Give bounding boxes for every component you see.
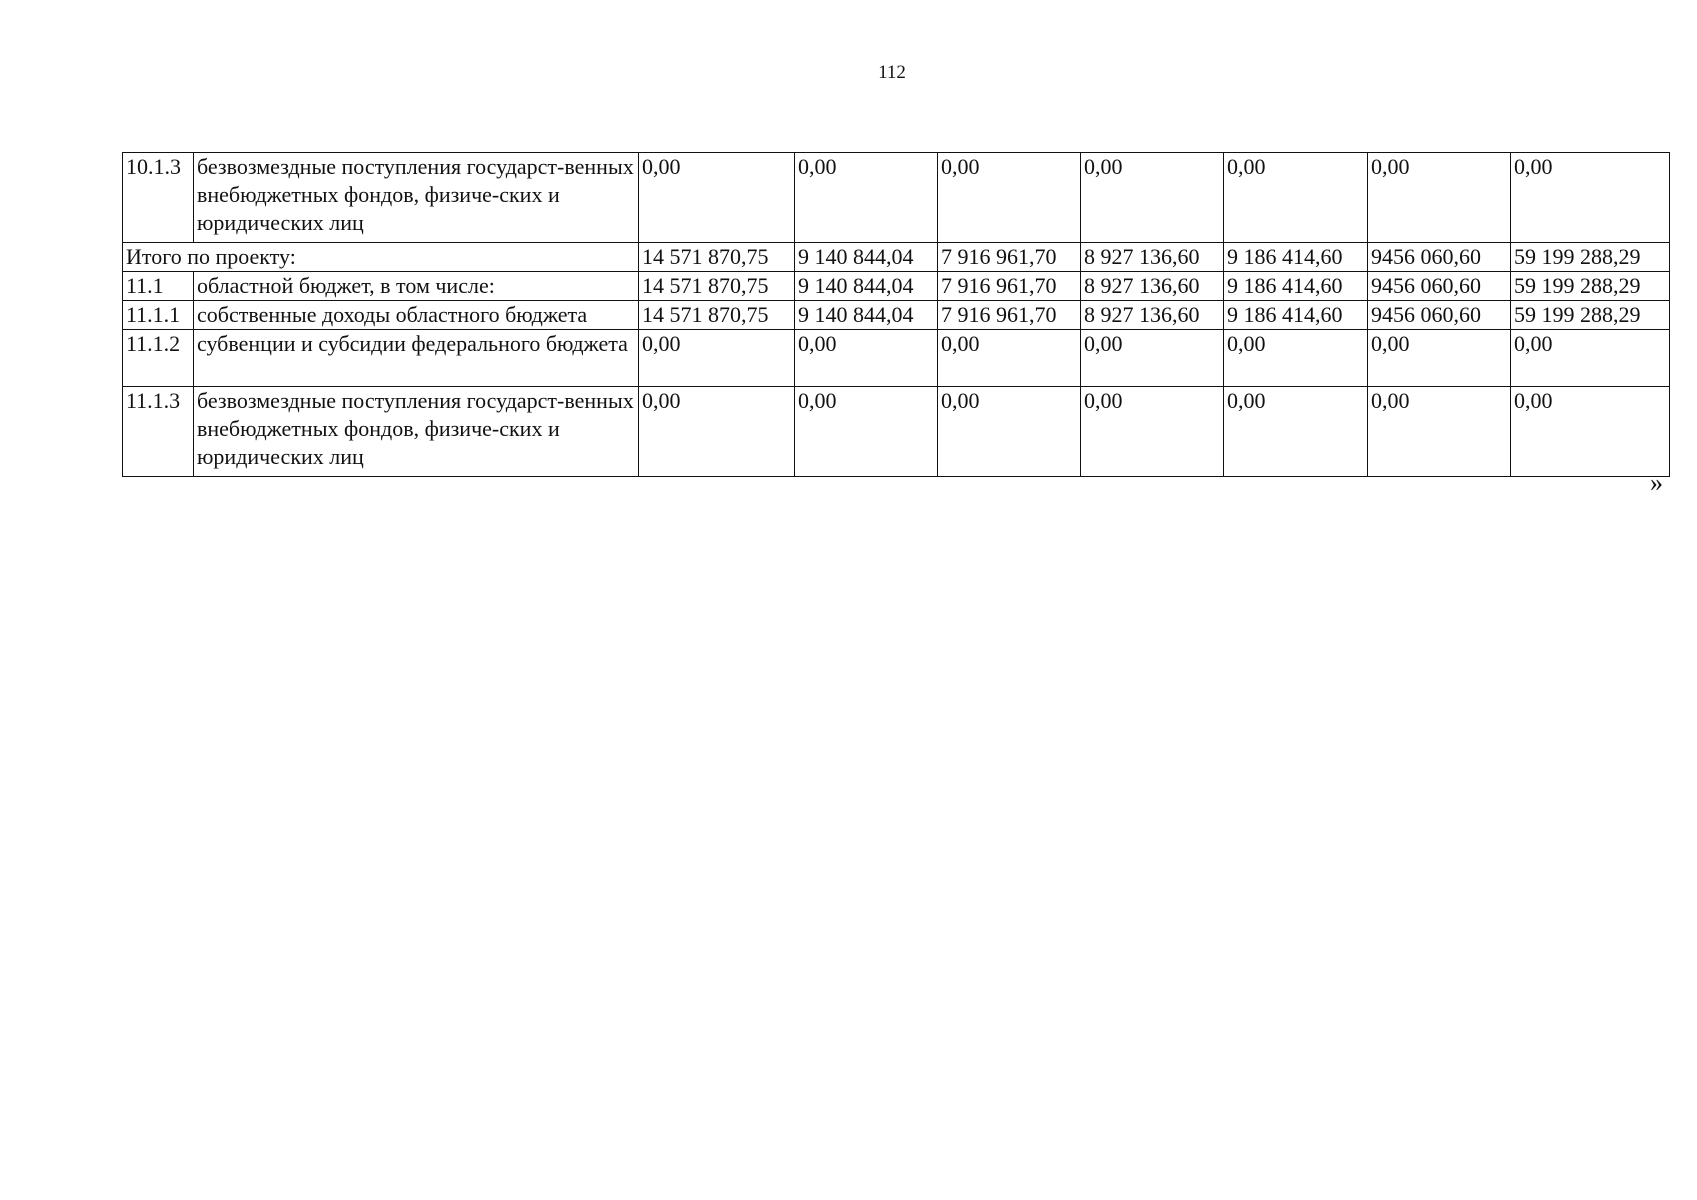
total-label: Итого по проекту: [123, 243, 639, 272]
row-code: 11.1.3 [123, 387, 194, 477]
value-cell: 8 927 136,60 [1081, 243, 1224, 272]
value-cell: 7 916 961,70 [938, 272, 1081, 301]
table-row [123, 243, 1670, 272]
value-cell: 9 140 844,04 [795, 272, 938, 301]
value-cell: 0,00 [1368, 153, 1511, 243]
row-code: 10.1.3 [123, 153, 194, 243]
table-row [123, 153, 1670, 243]
budget-table [122, 152, 1670, 477]
value-cell: 0,00 [1224, 153, 1368, 243]
value-cell: 9456 060,60 [1368, 272, 1511, 301]
value-cell: 8 927 136,60 [1081, 272, 1224, 301]
closing-quote: » [1650, 468, 1663, 497]
value-cell: 0,00 [639, 153, 795, 243]
value-cell: 0,00 [795, 153, 938, 243]
value-cell: 0,00 [1368, 330, 1511, 387]
value-cell: 0,00 [795, 387, 938, 477]
table-row [123, 301, 1670, 330]
table-row [123, 272, 1670, 301]
value-cell: 9456 060,60 [1368, 243, 1511, 272]
value-cell: 9456 060,60 [1368, 301, 1511, 330]
value-cell: 14 571 870,75 [639, 301, 795, 330]
row-label: безвозмездные поступления государст-венных внебюджетных фондов, физиче-ских и юридических лиц [194, 153, 639, 243]
value-cell: 0,00 [1511, 387, 1670, 477]
value-cell: 59 199 288,29 [1511, 272, 1670, 301]
value-cell: 0,00 [1368, 387, 1511, 477]
row-code: 11.1 [123, 272, 194, 301]
value-cell: 0,00 [1081, 153, 1224, 243]
value-cell: 9 186 414,60 [1224, 243, 1368, 272]
value-cell: 9 140 844,04 [795, 243, 938, 272]
row-label: безвозмездные поступления государст-венных внебюджетных фондов, физиче-ских и юридических лиц [194, 387, 639, 477]
value-cell: 7 916 961,70 [938, 301, 1081, 330]
value-cell: 0,00 [795, 330, 938, 387]
value-cell: 9 140 844,04 [795, 301, 938, 330]
value-cell: 9 186 414,60 [1224, 272, 1368, 301]
value-cell: 0,00 [938, 387, 1081, 477]
value-cell: 14 571 870,75 [639, 272, 795, 301]
value-cell: 14 571 870,75 [639, 243, 795, 272]
value-cell: 0,00 [1081, 330, 1224, 387]
row-label: областной бюджет, в том числе: [194, 272, 639, 301]
row-label: субвенции и субсидии федерального бюджета [194, 330, 639, 387]
row-code: 11.1.2 [123, 330, 194, 387]
value-cell: 0,00 [1511, 153, 1670, 243]
row-label: собственные доходы областного бюджета [194, 301, 639, 330]
table-row [123, 387, 1670, 477]
value-cell: 59 199 288,29 [1511, 243, 1670, 272]
value-cell: 0,00 [1511, 330, 1670, 387]
value-cell: 0,00 [938, 330, 1081, 387]
value-cell: 0,00 [639, 387, 795, 477]
value-cell: 0,00 [938, 153, 1081, 243]
value-cell: 8 927 136,60 [1081, 301, 1224, 330]
row-code: 11.1.1 [123, 301, 194, 330]
page-number: 112 [878, 62, 906, 83]
table-row [123, 330, 1670, 387]
value-cell: 0,00 [1224, 387, 1368, 477]
value-cell: 0,00 [1081, 387, 1224, 477]
value-cell: 0,00 [639, 330, 795, 387]
value-cell: 7 916 961,70 [938, 243, 1081, 272]
value-cell: 0,00 [1224, 330, 1368, 387]
value-cell: 59 199 288,29 [1511, 301, 1670, 330]
value-cell: 9 186 414,60 [1224, 301, 1368, 330]
